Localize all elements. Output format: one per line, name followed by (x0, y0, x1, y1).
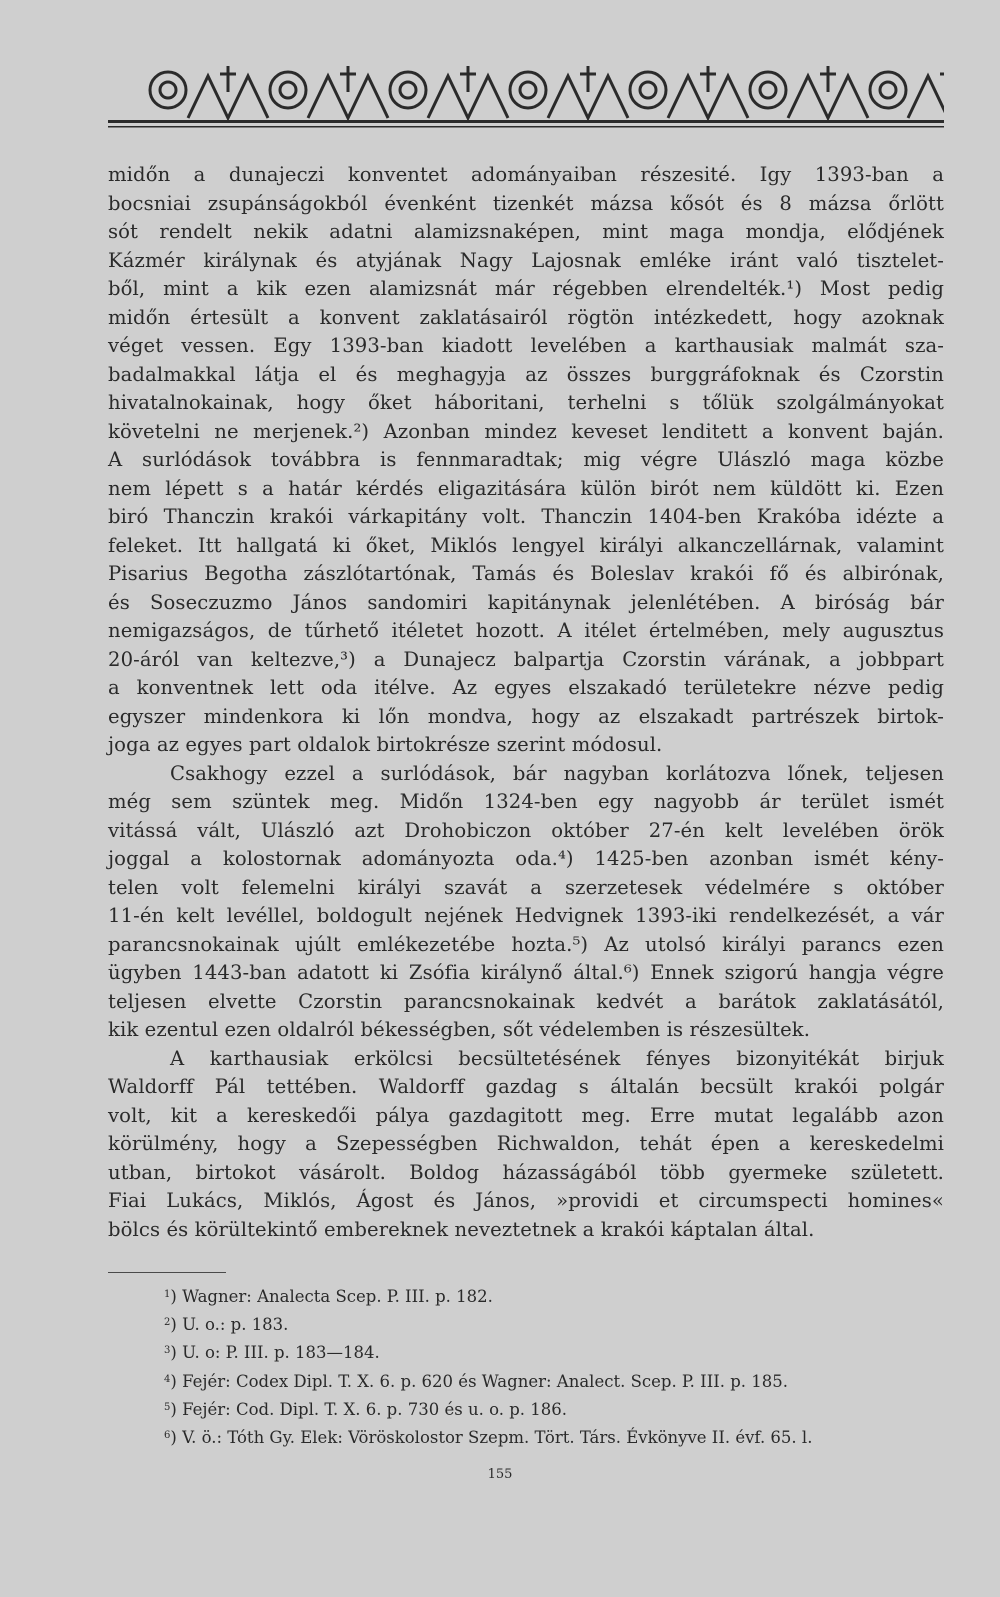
rosette-ornament (510, 72, 546, 108)
footnote: $^3$) U. o: P. III. p. 183—184. (164, 1343, 380, 1363)
main-text (108, 161, 944, 1244)
rosette-center (760, 82, 776, 98)
text-line: a konventnek lett oda itélve. Az egyes elszakadó területekre nézve pedig (108, 676, 944, 699)
footnote-number: 3 (164, 1345, 171, 1357)
rosette-ornament (870, 72, 906, 108)
ornamental-header-border (108, 62, 944, 132)
rosette-ornament (750, 72, 786, 108)
footnote-number: 2 (164, 1317, 171, 1329)
footnote-text: Wagner: Analecta Scep. P. III. p. 182. (182, 1287, 493, 1306)
rosette-ornament (390, 72, 426, 108)
text-line: nemigazságos, de tűrhető itéletet hozott. A itélet értelmében, mely augusztus (108, 619, 944, 642)
text-line: feleket. Itt hallgatá ki őket, Miklós lengyel királyi alkanczellárnak, valamint (108, 533, 944, 557)
text-line: midőn a dunajeczi konventet adományaiban részesité. Igy 1393-ban a (108, 163, 944, 186)
text-line: Kázmér királynak és atyjának Nagy Lajosnak emléke iránt való tisztelet- (108, 248, 944, 272)
text-line: követelni ne merjenek.²) Azonban mindez keveset lenditett a konvent baján. (108, 419, 944, 443)
text-line: badalmakkal látja el és meghagyja az összes burggráfoknak és Czorstin (108, 362, 944, 386)
footnote-text: Fejér: Cod. Dipl. T. X. 6. p. 730 és u. o. p. 186. (182, 1399, 567, 1419)
text-line: nem lépett s a határ kérdés eligazitására külön birót nem küldött ki. Ezen (108, 476, 944, 500)
fleur-ornament (940, 66, 944, 92)
zigzag-ornament (908, 76, 944, 118)
paragraph-3 (108, 1045, 944, 1245)
text-line: A karthausiak erkölcsi becsültetésének fényes bizonyitékát birjuk (170, 1046, 944, 1070)
footnote: $^1$) Wagner: Analecta Scep. P. III. p. 182. (164, 1287, 493, 1306)
text-line: teljesen elvette Czorstin parancsnokainak kedvét a barátok zaklatásától, (108, 989, 944, 1013)
rosette-center (640, 82, 656, 98)
footnote-number: 4 (164, 1373, 171, 1385)
footnote-text: Fejér: Codex Dipl. T. X. 6. p. 620 és Wagner: Analect. Scep. P. III. p. 185. (182, 1371, 789, 1391)
footnotes (164, 1282, 944, 1451)
footnote: $^4$) Fejér: Codex Dipl. T. X. 6. p. 620 és Wagner: Analect. Scep. P. III. p. 185. (164, 1371, 789, 1391)
text-line: és Soseczuzmo János sandomiri kapitánynak jelenlétében. A biróság bár (108, 590, 944, 614)
paragraph-2 (108, 760, 944, 1045)
fleur-ornament (700, 66, 716, 92)
footnote-number: 1 (164, 1289, 171, 1300)
text-line: kik ezentul ezen oldalról békességben, sőt védelemben is részesültek. (108, 1018, 811, 1041)
text-line: hivatalnokainak, hogy őket háboritani, terhelni s tőlük szolgálmányokat (108, 391, 944, 414)
rosette-ornament (630, 72, 666, 108)
rosette-center (280, 82, 296, 98)
text-line: A surlódások továbbra is fennmaradtak; mig végre Ulászló maga közbe (108, 448, 944, 471)
text-line: volt, kit a kereskedői pálya gazdagitott meg. Erre mutat legalább azon (108, 1103, 944, 1127)
text-line: joggal a kolostornak adományozta oda.⁴) 1425-ben azonban ismét kény- (108, 847, 944, 870)
text-line: telen volt felemelni királyi szavát a szerzetesek védelmére s október (108, 875, 944, 899)
text-line: ügyben 1443-ban adatott ki Zsófia királynő által.⁶) Ennek szigorú hangja végre (108, 961, 944, 984)
text-line: ből, mint a kik ezen alamizsnát már régebben elrendelték.¹) Most pedig (108, 277, 944, 300)
fleur-ornament (820, 66, 836, 92)
text-line: 20-áról van keltezve,³) a Dunajecz balpartja Czorstin várának, a jobbpart (108, 647, 944, 671)
text-line: utban, birtokot vásárolt. Boldog házasságából több gyermeke született. (108, 1160, 944, 1184)
paragraph-1 (108, 161, 944, 760)
text-line: 11-én kelt levéllel, boldogult nejének Hedvignek 1393-iki rendelkezését, a vár (108, 904, 944, 927)
footnote-text: V. ö.: Tóth Gy. Elek: Vöröskolostor Szepm. Tört. Társ. Évkönyve II. évf. 65. l. (182, 1428, 813, 1448)
text-line: Fiai Lukács, Miklós, Ágost és János, »providi et circumspecti homines« (108, 1189, 944, 1212)
footnote: $^5$) Fejér: Cod. Dipl. T. X. 6. p. 730 és u. o. p. 186. (164, 1399, 567, 1419)
text-line: vitássá vált, Ulászló azt Drohobiczon október 27-én kelt levelében örök (108, 818, 944, 842)
text-line: Waldorff Pál tettében. Waldorff gazdag s általán becsült krakói polgár (108, 1075, 944, 1098)
footnote-text: U. o: P. III. p. 183—184. (182, 1343, 380, 1363)
footnote-separator (108, 1272, 226, 1273)
fleur-ornament (460, 66, 476, 92)
rosette-ornament (270, 72, 306, 108)
text-line: véget vessen. Egy 1393-ban kiadott levelében a karthausiak malmát sza- (108, 334, 944, 357)
rosette-center (400, 82, 416, 98)
fleur-ornament (340, 66, 356, 92)
text-line: joga az egyes part oldalok birtokrésze szerint módosul. (108, 733, 663, 756)
page-number: 155 (487, 1467, 513, 1482)
footnote-text: U. o.: p. 183. (182, 1315, 289, 1335)
rosette-ornament (150, 72, 186, 108)
footnote-number: 5 (164, 1401, 171, 1413)
text-line: Csakhogy ezzel a surlódások, bár nagyban korlátozva lőnek, teljesen (170, 761, 944, 785)
text-line: parancsnokainak ujúlt emlékezetébe hozta.⁵) Az utolsó királyi parancs ezen (108, 932, 944, 956)
text-line: sót rendelt nekik adatni alamizsnaképen, mint maga mondja, elődjének (108, 220, 944, 243)
fleur-ornament (580, 66, 596, 92)
rosette-center (160, 82, 176, 98)
text-line: biró Thanczin krakói várkapitány volt. Thanczin 1404-ben Krakóba idézte a (108, 505, 944, 528)
fleur-ornament (220, 66, 236, 92)
footnote: $^6$) V. ö.: Tóth Gy. Elek: Vöröskolostor Szepm. Tört. Társ. Évkönyve II. évf. 65. l. (164, 1428, 813, 1448)
ornament-frieze (108, 62, 944, 132)
footnote-number: 6 (164, 1430, 171, 1442)
footnote: $^2$) U. o.: p. 183. (164, 1315, 289, 1335)
text-line: körülmény, hogy a Szepességben Richwaldon, tehát épen a kereskedelmi (108, 1132, 944, 1155)
text-line: egyszer mindenkora ki lőn mondva, hogy az elszakadt partrészek birtok- (108, 704, 944, 728)
text-line: midőn értesült a konvent zaklatásairól rögtön intézkedett, hogy azoknak (108, 305, 944, 329)
rosette-center (520, 82, 536, 98)
text-line: bölcs és körültekintő embereknek neveztetnek a krakói káptalan által. (108, 1217, 815, 1241)
text-line: Pisarius Begotha zászlótartónak, Tamás és Boleslav krakói fő és albirónak, (108, 562, 944, 585)
rosette-center (880, 82, 896, 98)
text-line: még sem szüntek meg. Midőn 1324-ben egy nagyobb ár terület ismét (108, 790, 944, 813)
text-line: bocsniai zsupánságokból évenként tizenkét mázsa kősót és 8 mázsa őrlött (108, 191, 944, 215)
